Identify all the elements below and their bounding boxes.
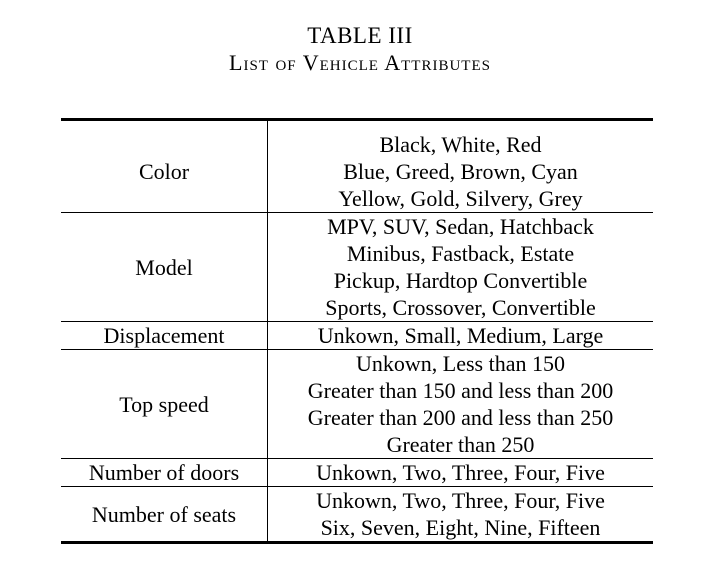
value-line: Sports, Crossover, Convertible (325, 295, 596, 320)
attribute-values (268, 487, 654, 543)
attribute-values (268, 350, 654, 459)
value-line: Pickup, Hardtop Convertible (333, 268, 588, 293)
attribute-name: Displacement (61, 322, 268, 350)
attribute-name: Color (61, 120, 268, 213)
table-row-displacement (61, 322, 653, 350)
attribute-name: Number of doors (61, 459, 268, 487)
value-line: Unkown, Two, Three, Four, Five (316, 460, 605, 485)
value-line: Minibus, Fastback, Estate (346, 241, 575, 266)
table-title: List of Vehicle Attributes (229, 49, 491, 75)
attribute-name: Top speed (61, 350, 268, 459)
attribute-name: Model (61, 213, 268, 322)
attribute-name: Number of seats (61, 487, 268, 543)
value-line: Greater than 200 and less than 250 (307, 405, 614, 430)
value-line: Yellow, Gold, Silvery, Grey (338, 186, 583, 211)
value-line: Greater than 150 and less than 200 (307, 378, 614, 403)
vehicle-attributes-table (61, 118, 653, 544)
table-row-number-of-doors (61, 459, 653, 487)
value-line: Unkown, Less than 150 (356, 351, 565, 376)
value-line: Unkown, Small, Medium, Large (317, 323, 604, 348)
table-row-number-of-seats (61, 487, 653, 543)
table-row-top-speed (61, 350, 653, 459)
value-line: Unkown, Two, Three, Four, Five (316, 488, 605, 513)
attribute-values (268, 459, 654, 487)
attribute-values (268, 213, 654, 322)
table-row-model (61, 213, 653, 322)
value-line: Blue, Greed, Brown, Cyan (343, 159, 578, 184)
value-line: MPV, SUV, Sedan, Hatchback (327, 214, 594, 239)
value-line: Black, White, Red (379, 132, 542, 157)
table-caption (0, 22, 720, 76)
table-number: TABLE III (307, 23, 413, 48)
attribute-values (268, 322, 654, 350)
value-line: Six, Seven, Eight, Nine, Fifteen (320, 515, 601, 540)
table-row-color (61, 120, 653, 213)
value-line: Greater than 250 (386, 432, 535, 457)
attribute-values (268, 120, 654, 213)
